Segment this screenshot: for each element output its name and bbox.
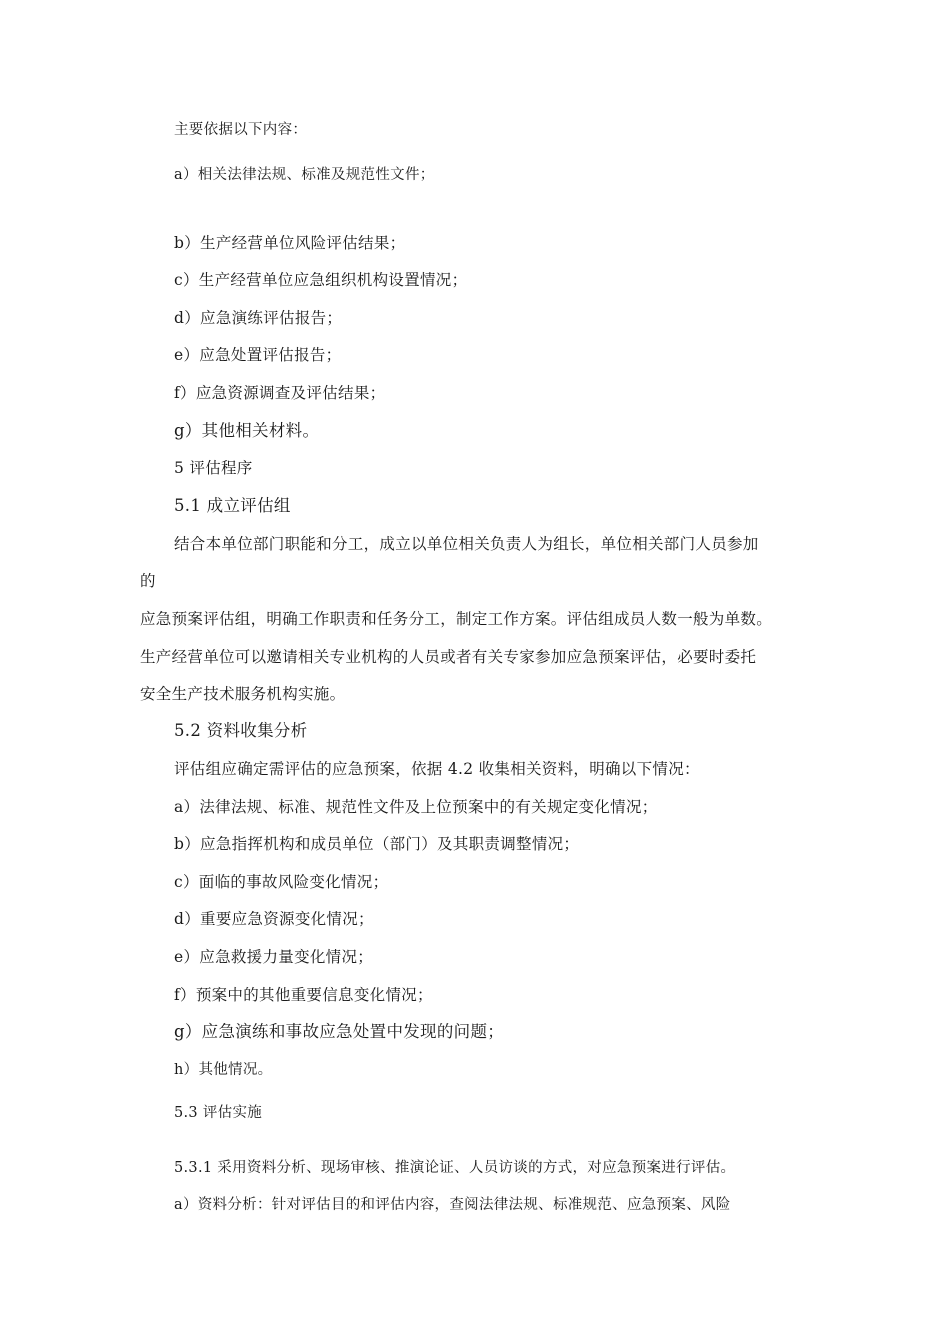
section-5-1-line-1: 结合本单位部门职能和分工，成立以单位相关负责人为组长，单位相关部门人员参加 — [174, 535, 759, 553]
section-5-title: 5 评估程序 — [174, 459, 253, 477]
section-5-2-title: 5.2 资料收集分析 — [174, 721, 308, 740]
section-5-1-line-5: 安全生产技术服务机构实施。 — [140, 685, 346, 703]
section-5-2-item-h: h）其他情况。 — [174, 1062, 273, 1078]
section-5-1-line-3: 应急预案评估组，明确工作职责和任务分工，制定工作方案。评估组成员人数一般为单数。 — [140, 610, 773, 628]
section-5-2-item-a: a）法律法规、标准、规范性文件及上位预案中的有关规定变化情况； — [174, 798, 658, 816]
section-5-2-item-b: b）应急指挥机构和成员单位（部门）及其职责调整情况； — [174, 835, 580, 853]
basis-item-f: f）应急资源调查及评估结果； — [174, 384, 386, 402]
section-5-1-title: 5.1 成立评估组 — [174, 496, 291, 515]
section-5-2-item-f: f）预案中的其他重要信息变化情况； — [174, 986, 433, 1004]
basis-item-d: d）应急演练评估报告； — [174, 309, 343, 327]
section-5-2-item-g: g）应急演练和事故应急处置中发现的问题； — [174, 1022, 505, 1041]
basis-item-b: b）生产经营单位风险评估结果； — [174, 234, 406, 252]
intro-text: 主要依据以下内容： — [174, 122, 308, 138]
section-5-1-line-4: 生产经营单位可以邀请相关专业机构的人员或者有关专家参加应急预案评估，必要时委托 — [140, 648, 757, 666]
basis-item-c: c）生产经营单位应急组织机构设置情况； — [174, 271, 468, 289]
section-5-2-item-c: c）面临的事故风险变化情况； — [174, 873, 389, 891]
section-5-3-1-text: 5.3.1 采用资料分析、现场审核、推演论证、人员访谈的方式，对应急预案进行评估。 — [174, 1160, 736, 1176]
section-5-3-title: 5.3 评估实施 — [174, 1105, 263, 1121]
section-5-2-item-d: d）重要应急资源变化情况； — [174, 910, 374, 928]
section-5-2-item-e: e）应急救援力量变化情况； — [174, 948, 374, 966]
basis-item-g: g）其他相关材料。 — [174, 421, 320, 440]
section-5-2-intro: 评估组应确定需评估的应急预案，依据 4.2 收集相关资料，明确以下情况： — [174, 760, 700, 778]
basis-item-e: e）应急处置评估报告； — [174, 346, 342, 364]
section-5-3-1-item-a: a）资料分析：针对评估目的和评估内容，查阅法律法规、标准规范、应急预案、风险 — [174, 1197, 731, 1213]
section-5-1-line-2: 的 — [140, 572, 156, 590]
basis-item-a: a）相关法律法规、标准及规范性文件； — [174, 167, 435, 183]
